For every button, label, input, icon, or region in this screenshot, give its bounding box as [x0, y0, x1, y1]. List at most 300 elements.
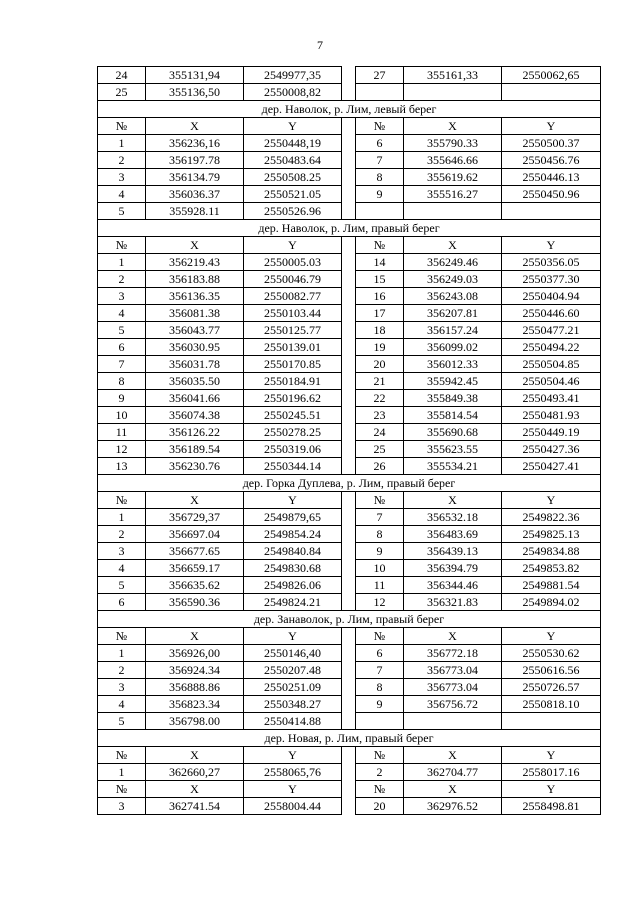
left-y-coordinate-cell: 2550521.05 [244, 186, 342, 203]
right-point-number-cell: 14 [356, 254, 404, 271]
right-y-coordinate-cell: Y [502, 781, 601, 798]
column-gap [342, 305, 356, 322]
right-y-coordinate-cell: 2550062,65 [502, 67, 601, 84]
left-y-coordinate-cell: 2550125.77 [244, 322, 342, 339]
right-x-coordinate-cell: 356394.79 [404, 560, 502, 577]
right-y-coordinate-cell: 2550493.41 [502, 390, 601, 407]
right-y-coordinate-cell: 2550530.62 [502, 645, 601, 662]
right-y-coordinate-cell: 2549822.36 [502, 509, 601, 526]
right-x-coordinate-cell: 356249.46 [404, 254, 502, 271]
table-row [98, 424, 601, 441]
table-row [98, 679, 601, 696]
left-y-coordinate-cell: 2550526.96 [244, 203, 342, 220]
column-gap [342, 526, 356, 543]
left-x-coordinate-cell: X [146, 781, 244, 798]
right-point-number-cell [356, 203, 404, 220]
right-point-number-cell: 8 [356, 526, 404, 543]
table-row [98, 305, 601, 322]
left-x-coordinate-cell: X [146, 118, 244, 135]
table-row [98, 628, 601, 645]
table-row [98, 288, 601, 305]
column-gap [342, 509, 356, 526]
left-x-coordinate-cell: 356697.04 [146, 526, 244, 543]
table-row [98, 662, 601, 679]
right-point-number-cell: № [356, 781, 404, 798]
right-y-coordinate-cell: 2558017.16 [502, 764, 601, 781]
right-x-coordinate-cell: X [404, 118, 502, 135]
table-row [98, 237, 601, 254]
right-y-coordinate-cell: 2550456.76 [502, 152, 601, 169]
left-y-coordinate-cell: 2549830.68 [244, 560, 342, 577]
left-x-coordinate-cell: 356183.88 [146, 271, 244, 288]
left-x-coordinate-cell: 356798.00 [146, 713, 244, 730]
right-point-number-cell: 26 [356, 458, 404, 475]
right-y-coordinate-cell: 2558498.81 [502, 798, 601, 815]
left-y-coordinate-cell: Y [244, 628, 342, 645]
table-row [98, 271, 601, 288]
left-y-coordinate-cell: 2550448,19 [244, 135, 342, 152]
left-x-coordinate-cell: 362660,27 [146, 764, 244, 781]
right-point-number-cell: № [356, 628, 404, 645]
left-x-coordinate-cell: 355136,50 [146, 84, 244, 101]
right-x-coordinate-cell: 356344.46 [404, 577, 502, 594]
left-point-number-cell: 3 [98, 288, 146, 305]
right-x-coordinate-cell [404, 84, 502, 101]
right-y-coordinate-cell: Y [502, 118, 601, 135]
right-x-coordinate-cell: 356249.03 [404, 271, 502, 288]
left-point-number-cell: 5 [98, 322, 146, 339]
left-x-coordinate-cell: 362741.54 [146, 798, 244, 815]
left-point-number-cell: 10 [98, 407, 146, 424]
right-point-number-cell: 20 [356, 798, 404, 815]
right-x-coordinate-cell: 355619.62 [404, 169, 502, 186]
right-x-coordinate-cell: X [404, 492, 502, 509]
section-title: дер. Наволок, р. Лим, правый берег [98, 220, 601, 237]
right-point-number-cell: 11 [356, 577, 404, 594]
column-gap [342, 560, 356, 577]
section-title: дер. Занаволок, р. Лим, правый берег [98, 611, 601, 628]
left-y-coordinate-cell: 2549824.21 [244, 594, 342, 611]
right-y-coordinate-cell: 2549894.02 [502, 594, 601, 611]
column-gap [342, 696, 356, 713]
right-point-number-cell: 12 [356, 594, 404, 611]
table-row [98, 509, 601, 526]
right-y-coordinate-cell: Y [502, 237, 601, 254]
left-point-number-cell: 4 [98, 560, 146, 577]
column-gap [342, 713, 356, 730]
left-point-number-cell: 25 [98, 84, 146, 101]
right-y-coordinate-cell: 2550818.10 [502, 696, 601, 713]
column-gap [342, 492, 356, 509]
right-y-coordinate-cell: 2549825.13 [502, 526, 601, 543]
left-x-coordinate-cell: 356590.36 [146, 594, 244, 611]
right-point-number-cell [356, 713, 404, 730]
left-y-coordinate-cell: 2550483.64 [244, 152, 342, 169]
column-gap [342, 135, 356, 152]
column-gap [342, 458, 356, 475]
left-y-coordinate-cell: 2550414.88 [244, 713, 342, 730]
column-gap [342, 169, 356, 186]
left-x-coordinate-cell: 356081.38 [146, 305, 244, 322]
right-y-coordinate-cell: 2550500.37 [502, 135, 601, 152]
right-point-number-cell: 6 [356, 645, 404, 662]
table-row [98, 594, 601, 611]
left-y-coordinate-cell: 2550251.09 [244, 679, 342, 696]
right-y-coordinate-cell: 2550726.57 [502, 679, 601, 696]
left-y-coordinate-cell: 2558065,76 [244, 764, 342, 781]
table-row [98, 203, 601, 220]
section-title-row [98, 220, 601, 237]
right-x-coordinate-cell: 356321.83 [404, 594, 502, 611]
left-point-number-cell: № [98, 747, 146, 764]
right-point-number-cell: 20 [356, 356, 404, 373]
left-y-coordinate-cell: 2550046.79 [244, 271, 342, 288]
left-x-coordinate-cell: 356189.54 [146, 441, 244, 458]
table-row [98, 492, 601, 509]
left-y-coordinate-cell: Y [244, 492, 342, 509]
right-point-number-cell: 24 [356, 424, 404, 441]
left-point-number-cell: 3 [98, 543, 146, 560]
column-gap [342, 84, 356, 101]
table-row [98, 186, 601, 203]
right-x-coordinate-cell: 356773.04 [404, 679, 502, 696]
column-gap [342, 594, 356, 611]
left-point-number-cell: 11 [98, 424, 146, 441]
section-title-row [98, 730, 601, 747]
left-point-number-cell: 2 [98, 271, 146, 288]
table-row [98, 645, 601, 662]
left-point-number-cell: 1 [98, 135, 146, 152]
column-gap [342, 356, 356, 373]
right-x-coordinate-cell: 355646.66 [404, 152, 502, 169]
table-row [98, 135, 601, 152]
left-point-number-cell: 6 [98, 594, 146, 611]
column-gap [342, 645, 356, 662]
table-row [98, 407, 601, 424]
column-gap [342, 628, 356, 645]
column-gap [342, 390, 356, 407]
left-point-number-cell: 3 [98, 798, 146, 815]
left-point-number-cell: 13 [98, 458, 146, 475]
left-x-coordinate-cell: 356729,37 [146, 509, 244, 526]
right-y-coordinate-cell: 2550446.13 [502, 169, 601, 186]
right-x-coordinate-cell: 355690.68 [404, 424, 502, 441]
left-y-coordinate-cell: Y [244, 747, 342, 764]
left-y-coordinate-cell: 2550082.77 [244, 288, 342, 305]
left-y-coordinate-cell: Y [244, 237, 342, 254]
table-row [98, 339, 601, 356]
left-y-coordinate-cell: 2550348.27 [244, 696, 342, 713]
left-y-coordinate-cell: 2550245.51 [244, 407, 342, 424]
right-point-number-cell: 19 [356, 339, 404, 356]
right-point-number-cell: 7 [356, 152, 404, 169]
left-y-coordinate-cell: 2558004.44 [244, 798, 342, 815]
section-title-row [98, 475, 601, 492]
right-y-coordinate-cell: 2550504.46 [502, 373, 601, 390]
right-point-number-cell [356, 84, 404, 101]
right-point-number-cell: 8 [356, 679, 404, 696]
left-x-coordinate-cell: 356197.78 [146, 152, 244, 169]
right-x-coordinate-cell: 356772.18 [404, 645, 502, 662]
column-gap [342, 543, 356, 560]
left-x-coordinate-cell: 355928.11 [146, 203, 244, 220]
column-gap [342, 254, 356, 271]
table-row [98, 84, 601, 101]
right-x-coordinate-cell: 356207.81 [404, 305, 502, 322]
left-x-coordinate-cell: 356031.78 [146, 356, 244, 373]
right-x-coordinate-cell: 356157.24 [404, 322, 502, 339]
right-point-number-cell: 9 [356, 696, 404, 713]
left-point-number-cell: № [98, 492, 146, 509]
right-y-coordinate-cell: 2550494.22 [502, 339, 601, 356]
right-x-coordinate-cell: 355849.38 [404, 390, 502, 407]
column-gap [342, 662, 356, 679]
right-y-coordinate-cell: 2550449.19 [502, 424, 601, 441]
right-point-number-cell: 25 [356, 441, 404, 458]
left-y-coordinate-cell: 2550278.25 [244, 424, 342, 441]
left-point-number-cell: 3 [98, 169, 146, 186]
left-y-coordinate-cell: 2549826.06 [244, 577, 342, 594]
right-y-coordinate-cell: 2549853.82 [502, 560, 601, 577]
table-row [98, 441, 601, 458]
left-y-coordinate-cell: 2550005.03 [244, 254, 342, 271]
section-title: дер. Наволок, р. Лим, левый берег [98, 101, 601, 118]
left-y-coordinate-cell: 2549840.84 [244, 543, 342, 560]
left-point-number-cell: 24 [98, 67, 146, 84]
left-x-coordinate-cell: 356219.43 [146, 254, 244, 271]
right-point-number-cell: 15 [356, 271, 404, 288]
right-point-number-cell: № [356, 747, 404, 764]
right-point-number-cell: 27 [356, 67, 404, 84]
left-x-coordinate-cell: 356036.37 [146, 186, 244, 203]
right-y-coordinate-cell: 2550504.85 [502, 356, 601, 373]
column-gap [342, 67, 356, 84]
right-y-coordinate-cell: 2550477.21 [502, 322, 601, 339]
column-gap [342, 322, 356, 339]
left-point-number-cell: 2 [98, 526, 146, 543]
table-row [98, 67, 601, 84]
right-x-coordinate-cell: 356532.18 [404, 509, 502, 526]
left-y-coordinate-cell: Y [244, 118, 342, 135]
right-x-coordinate-cell: 356439.13 [404, 543, 502, 560]
left-x-coordinate-cell: 356136.35 [146, 288, 244, 305]
left-point-number-cell: 6 [98, 339, 146, 356]
left-point-number-cell: 7 [98, 356, 146, 373]
right-point-number-cell: 17 [356, 305, 404, 322]
left-x-coordinate-cell: X [146, 628, 244, 645]
table-row [98, 543, 601, 560]
left-y-coordinate-cell: 2550103.44 [244, 305, 342, 322]
left-point-number-cell: 8 [98, 373, 146, 390]
left-x-coordinate-cell: 356926,00 [146, 645, 244, 662]
left-point-number-cell: 5 [98, 713, 146, 730]
right-x-coordinate-cell: X [404, 237, 502, 254]
right-y-coordinate-cell: 2550450.96 [502, 186, 601, 203]
right-y-coordinate-cell: Y [502, 747, 601, 764]
left-y-coordinate-cell: 2550319.06 [244, 441, 342, 458]
left-y-coordinate-cell: 2549977,35 [244, 67, 342, 84]
left-y-coordinate-cell: 2550207.48 [244, 662, 342, 679]
right-x-coordinate-cell: 355942.45 [404, 373, 502, 390]
right-x-coordinate-cell: 356099.02 [404, 339, 502, 356]
column-gap [342, 152, 356, 169]
column-gap [342, 237, 356, 254]
table-row [98, 254, 601, 271]
right-point-number-cell: 7 [356, 509, 404, 526]
right-x-coordinate-cell [404, 713, 502, 730]
table-row [98, 696, 601, 713]
column-gap [342, 679, 356, 696]
column-gap [342, 373, 356, 390]
left-x-coordinate-cell: 356236,16 [146, 135, 244, 152]
column-gap [342, 288, 356, 305]
right-point-number-cell: 2 [356, 764, 404, 781]
right-y-coordinate-cell: 2550446.60 [502, 305, 601, 322]
right-x-coordinate-cell: 355623.55 [404, 441, 502, 458]
left-x-coordinate-cell: X [146, 747, 244, 764]
left-y-coordinate-cell: 2550139.01 [244, 339, 342, 356]
left-x-coordinate-cell: 356677.65 [146, 543, 244, 560]
left-x-coordinate-cell: X [146, 237, 244, 254]
section-title-row [98, 611, 601, 628]
section-title: дер. Новая, р. Лим, правый берег [98, 730, 601, 747]
right-x-coordinate-cell: 355161,33 [404, 67, 502, 84]
left-point-number-cell: 3 [98, 679, 146, 696]
left-x-coordinate-cell: 355131,94 [146, 67, 244, 84]
column-gap [342, 424, 356, 441]
right-y-coordinate-cell: 2550404.94 [502, 288, 601, 305]
table-row [98, 577, 601, 594]
left-x-coordinate-cell: 356126.22 [146, 424, 244, 441]
table-row [98, 152, 601, 169]
table-row [98, 526, 601, 543]
column-gap [342, 186, 356, 203]
right-point-number-cell: 7 [356, 662, 404, 679]
left-x-coordinate-cell: 356030.95 [146, 339, 244, 356]
right-y-coordinate-cell [502, 84, 601, 101]
left-point-number-cell: № [98, 628, 146, 645]
right-y-coordinate-cell: 2550356.05 [502, 254, 601, 271]
right-x-coordinate-cell: 356756.72 [404, 696, 502, 713]
right-y-coordinate-cell: 2550481.93 [502, 407, 601, 424]
table-row [98, 764, 601, 781]
right-y-coordinate-cell: Y [502, 492, 601, 509]
right-x-coordinate-cell: 362976.52 [404, 798, 502, 815]
right-y-coordinate-cell: 2549881.54 [502, 577, 601, 594]
right-point-number-cell: 6 [356, 135, 404, 152]
right-x-coordinate-cell: 356483.69 [404, 526, 502, 543]
right-x-coordinate-cell: 356012.33 [404, 356, 502, 373]
left-x-coordinate-cell: 356035.50 [146, 373, 244, 390]
right-point-number-cell: 18 [356, 322, 404, 339]
left-y-coordinate-cell: 2550146,40 [244, 645, 342, 662]
column-gap [342, 441, 356, 458]
right-point-number-cell: № [356, 118, 404, 135]
section-title: дер. Горка Дуплева, р. Лим, правый берег [98, 475, 601, 492]
left-y-coordinate-cell: Y [244, 781, 342, 798]
left-point-number-cell: 1 [98, 254, 146, 271]
table-row [98, 322, 601, 339]
left-y-coordinate-cell: 2550008,82 [244, 84, 342, 101]
right-y-coordinate-cell: 2550616.56 [502, 662, 601, 679]
right-y-coordinate-cell: 2550427.36 [502, 441, 601, 458]
right-x-coordinate-cell: 355534.21 [404, 458, 502, 475]
left-x-coordinate-cell: 356043.77 [146, 322, 244, 339]
left-y-coordinate-cell: 2549879,65 [244, 509, 342, 526]
left-x-coordinate-cell: 356924.34 [146, 662, 244, 679]
left-x-coordinate-cell: 356823.34 [146, 696, 244, 713]
left-y-coordinate-cell: 2550184.91 [244, 373, 342, 390]
left-y-coordinate-cell: 2550508.25 [244, 169, 342, 186]
left-point-number-cell: 12 [98, 441, 146, 458]
right-point-number-cell: 23 [356, 407, 404, 424]
right-x-coordinate-cell: 355516.27 [404, 186, 502, 203]
table-row [98, 747, 601, 764]
left-point-number-cell: 4 [98, 305, 146, 322]
right-x-coordinate-cell: 362704.77 [404, 764, 502, 781]
coordinates-table [97, 66, 601, 815]
left-y-coordinate-cell: 2550344.14 [244, 458, 342, 475]
right-point-number-cell: 9 [356, 543, 404, 560]
right-y-coordinate-cell: 2550427.41 [502, 458, 601, 475]
table-row [98, 713, 601, 730]
column-gap [342, 271, 356, 288]
left-point-number-cell: 5 [98, 203, 146, 220]
page-number: 7 [317, 38, 323, 52]
right-point-number-cell: 16 [356, 288, 404, 305]
left-point-number-cell: 1 [98, 764, 146, 781]
right-y-coordinate-cell [502, 203, 601, 220]
column-gap [342, 798, 356, 815]
column-gap [342, 203, 356, 220]
left-y-coordinate-cell: 2550170.85 [244, 356, 342, 373]
right-x-coordinate-cell [404, 203, 502, 220]
right-x-coordinate-cell: X [404, 781, 502, 798]
right-x-coordinate-cell: 355790.33 [404, 135, 502, 152]
table-row [98, 373, 601, 390]
table-row [98, 118, 601, 135]
left-point-number-cell: 4 [98, 696, 146, 713]
left-point-number-cell: № [98, 118, 146, 135]
right-point-number-cell: 9 [356, 186, 404, 203]
left-point-number-cell: 9 [98, 390, 146, 407]
column-gap [342, 118, 356, 135]
right-point-number-cell: № [356, 237, 404, 254]
table-row [98, 560, 601, 577]
table-row [98, 356, 601, 373]
table-row [98, 458, 601, 475]
left-x-coordinate-cell: 356230.76 [146, 458, 244, 475]
right-point-number-cell: 21 [356, 373, 404, 390]
right-y-coordinate-cell: 2550377.30 [502, 271, 601, 288]
left-point-number-cell: 1 [98, 509, 146, 526]
left-x-coordinate-cell: X [146, 492, 244, 509]
left-point-number-cell: 1 [98, 645, 146, 662]
left-x-coordinate-cell: 356041.66 [146, 390, 244, 407]
left-x-coordinate-cell: 356074.38 [146, 407, 244, 424]
right-x-coordinate-cell: X [404, 747, 502, 764]
left-point-number-cell: 5 [98, 577, 146, 594]
column-gap [342, 407, 356, 424]
left-x-coordinate-cell: 356635.62 [146, 577, 244, 594]
left-point-number-cell: № [98, 237, 146, 254]
table-row [98, 781, 601, 798]
column-gap [342, 577, 356, 594]
column-gap [342, 339, 356, 356]
table-row [98, 798, 601, 815]
right-x-coordinate-cell: 355814.54 [404, 407, 502, 424]
column-gap [342, 781, 356, 798]
